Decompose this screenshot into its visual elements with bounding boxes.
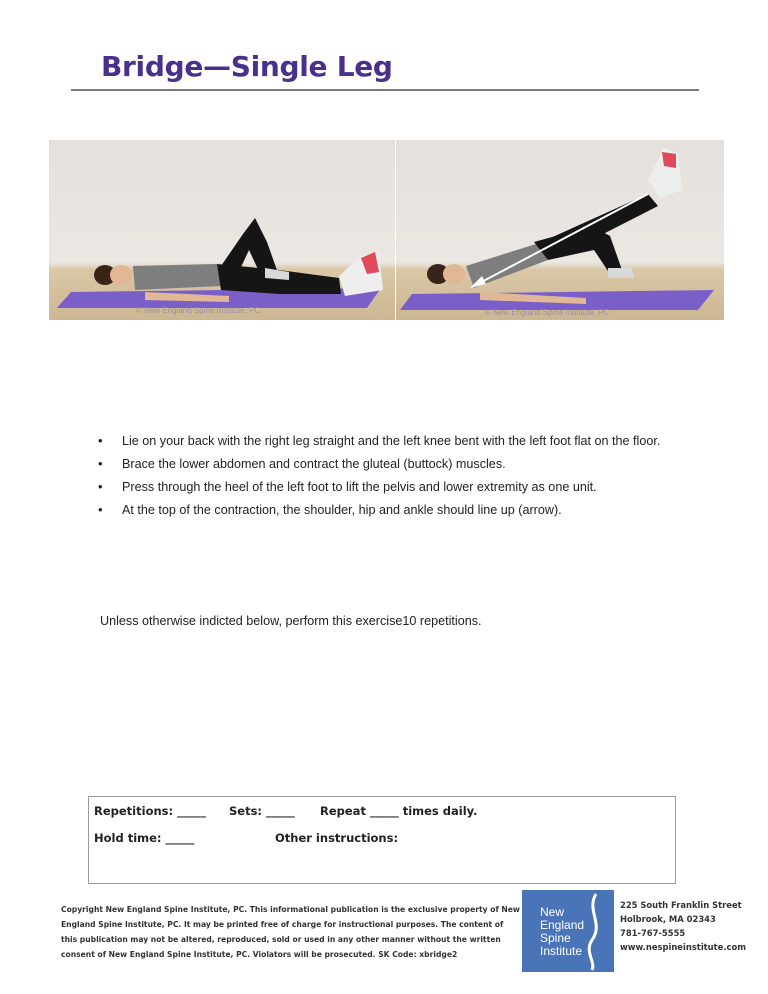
address-phone: 781-767-5555 bbox=[620, 928, 686, 938]
left-shoe bbox=[608, 268, 634, 278]
head bbox=[110, 265, 132, 285]
photo-start-position bbox=[49, 140, 395, 320]
photo-watermark: © New England Spine Institute, PC bbox=[136, 306, 261, 315]
contact-address bbox=[620, 898, 746, 954]
page-title: Bridge—Single Leg bbox=[101, 50, 393, 83]
repetitions-field[interactable]: Repetitions: _____ bbox=[94, 804, 206, 818]
instruction-item: • Lie on your back with the right leg straight and the left knee bent with the left foot flat on the floor. bbox=[98, 433, 678, 449]
nesi-logo bbox=[522, 890, 614, 972]
logo-line: New bbox=[540, 905, 565, 919]
repetitions-note: Unless otherwise indicted below, perform this exercise10 repetitions. bbox=[100, 614, 482, 628]
address-web[interactable]: www.nespineinstitute.com bbox=[620, 942, 746, 952]
photo-watermark: © New England Spine Institute, PC bbox=[485, 308, 610, 317]
instruction-item: • At the top of the contraction, the shoulder, hip and ankle should line up (arrow). bbox=[98, 502, 678, 518]
head bbox=[443, 264, 465, 284]
right-shoe bbox=[339, 252, 383, 296]
photo-end-position bbox=[396, 140, 724, 320]
logo-line: Institute bbox=[540, 944, 583, 958]
logo-wordmark bbox=[540, 906, 584, 958]
copyright-notice: Copyright New England Spine Institute, PC. This informational publication is the exclusive property of New England Spine Institute, PC. It may be printed free of charge for instructional purposes. The content of this publication may not be altered, reproduced, sold or used in any other manner without the written consent of New England Spine Institute, PC. Violators will be prosecuted. SK Code: xbridge2 bbox=[61, 905, 520, 959]
logo-line: Spine bbox=[540, 931, 571, 945]
address-city: Holbrook, MA 02343 bbox=[620, 914, 716, 924]
shoe-accent bbox=[662, 152, 676, 168]
other-instructions-field[interactable]: Other instructions: bbox=[275, 831, 399, 845]
prescription-form bbox=[88, 796, 676, 884]
left-shoe bbox=[265, 268, 289, 280]
exercise-photos bbox=[49, 140, 724, 320]
repeat-daily-field[interactable]: Repeat _____ times daily. bbox=[320, 804, 478, 818]
address-street: 225 South Franklin Street bbox=[620, 900, 742, 910]
sets-field[interactable]: Sets: _____ bbox=[229, 804, 295, 818]
instruction-item: • Press through the heel of the left foot to lift the pelvis and lower extremity as one unit. bbox=[98, 479, 678, 495]
instruction-list bbox=[98, 433, 678, 525]
end-position-illustration bbox=[396, 140, 724, 320]
torso bbox=[133, 264, 221, 290]
instruction-item: • Brace the lower abdomen and contract the gluteal (buttock) muscles. bbox=[98, 456, 678, 472]
title-divider bbox=[71, 89, 699, 91]
logo-line: England bbox=[540, 918, 585, 932]
start-position-illustration bbox=[49, 140, 395, 320]
hold-time-field[interactable]: Hold time: _____ bbox=[94, 831, 195, 845]
